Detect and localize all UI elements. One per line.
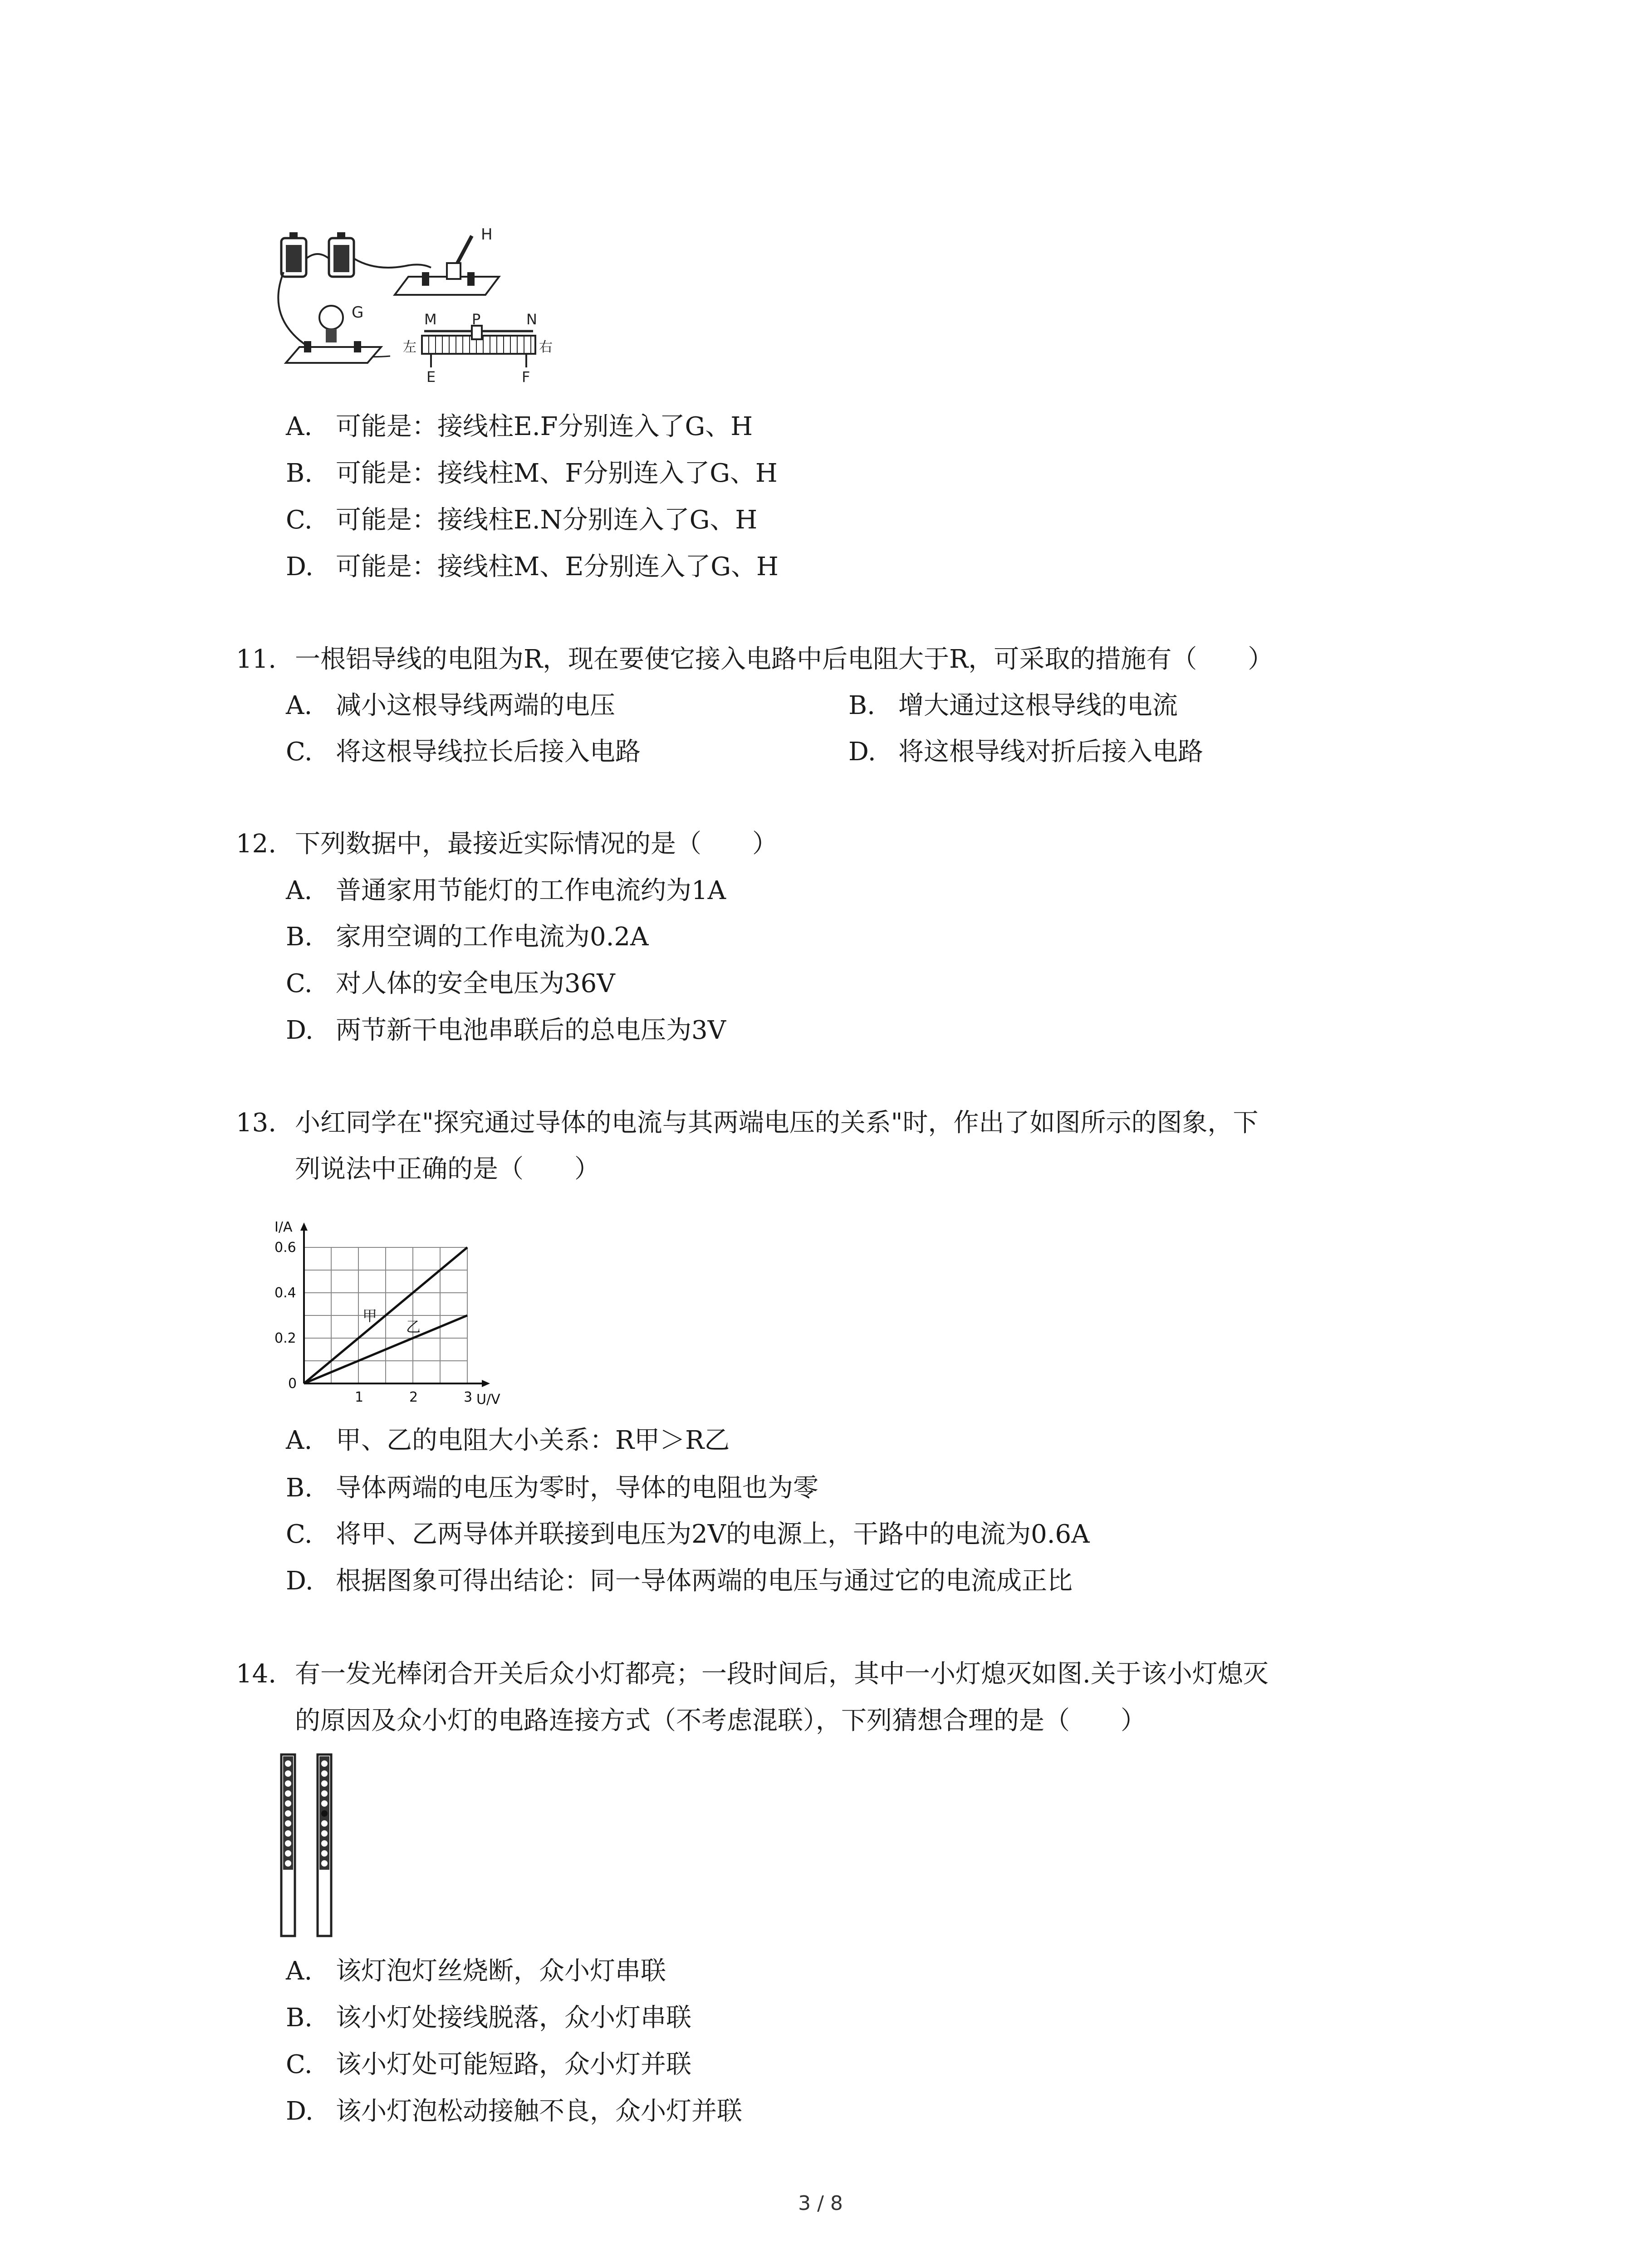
q13-iu-chart: [272, 1202, 526, 1415]
q13-option-c[interactable]: C. 将甲、乙两导体并联接到电压为2V的电源上，干路中的电流为0.6A: [286, 1520, 1090, 1549]
q13-option-d[interactable]: D. 根据图象可得出结论：同一导体两端的电压与通过它的电流成正比: [286, 1566, 1073, 1596]
q11-stem: 11. 一根铝导线的电阻为R，现在要使它接入电路中后电阻大于R，可采取的措施有（ ）: [236, 645, 1274, 674]
label-n: N: [526, 311, 537, 328]
light-stick-right: [318, 1755, 331, 1936]
q14-option-a[interactable]: A. 该灯泡灯丝烧断，众小灯串联: [286, 1956, 666, 1986]
label-m: M: [424, 311, 437, 328]
x-tick-label: 3: [464, 1389, 473, 1405]
series-label: 甲: [362, 1307, 377, 1325]
q12-option-a[interactable]: A. 普通家用节能灯的工作电流约为1A: [286, 876, 726, 905]
q12-option-d[interactable]: D. 两节新干电池串联后的总电压为3V: [286, 1016, 726, 1045]
label-left: 左: [403, 339, 416, 355]
q10-option-c[interactable]: C. 可能是：接线柱E.N分别连入了G、H: [286, 505, 758, 535]
label-f: F: [522, 368, 530, 386]
x-axis-arrow: [482, 1380, 490, 1387]
q14-option-d[interactable]: D. 该小灯泡松动接触不良，众小灯并联: [286, 2097, 742, 2126]
q14-option-c[interactable]: C. 该小灯处可能短路，众小灯并联: [286, 2050, 691, 2079]
series-label: 乙: [406, 1318, 421, 1335]
label-p: P: [472, 311, 481, 328]
y-tick-label: 0.6: [274, 1240, 296, 1256]
label-e: E: [426, 368, 436, 386]
q11-option-b[interactable]: B. 增大通过这根导线的电流: [848, 691, 1178, 720]
x-axis-label: U/V: [476, 1392, 500, 1408]
q11-option-a[interactable]: A. 减小这根导线两端的电压: [286, 691, 615, 720]
q13-stem-line2: 列说法中正确的是（ ）: [295, 1154, 600, 1184]
label-h: H: [481, 225, 493, 244]
lamp-icon: [286, 306, 381, 363]
label-right: 右: [539, 339, 553, 355]
light-stick-left: [281, 1755, 295, 1936]
q14-option-b[interactable]: B. 该小灯处接线脱落，众小灯串联: [286, 2003, 691, 2033]
q14-stem-line2: 的原因及众小灯的电路连接方式（不考虑混联），下列猜想合理的是（ ）: [295, 1706, 1146, 1735]
q10-option-a[interactable]: A. 可能是：接线柱E.F分别连入了G、H: [286, 412, 753, 441]
q12-option-c[interactable]: C. 对人体的安全电压为36V: [286, 969, 615, 998]
q11-option-c[interactable]: C. 将这根导线拉长后接入电路: [286, 737, 641, 767]
origin-label: 0: [288, 1376, 297, 1392]
q13-option-b[interactable]: B. 导体两端的电压为零时，导体的电阻也为零: [286, 1473, 818, 1503]
battery-icon: [329, 232, 354, 277]
y-axis-arrow: [300, 1222, 308, 1231]
q14-stem-line1: 14. 有一发光棒闭合开关后众小灯都亮；一段时间后，其中一小灯熄灭如图.关于该小灯熄灭: [236, 1659, 1269, 1689]
dead-bulb-icon: [321, 1810, 328, 1817]
q14-light-stick-figure: [277, 1751, 340, 1941]
label-g: G: [352, 303, 364, 322]
rheostat-icon: [422, 326, 535, 367]
x-tick-label: 2: [409, 1389, 418, 1405]
y-axis-label: I/A: [274, 1219, 293, 1235]
page-number: 3 / 8: [798, 2192, 843, 2215]
q10-circuit-figure: [272, 222, 590, 404]
q13-option-a[interactable]: A. 甲、乙的电阻大小关系：R甲＞R乙: [286, 1426, 730, 1455]
x-tick-label: 1: [355, 1389, 364, 1405]
y-tick-label: 0.4: [274, 1285, 296, 1301]
battery-icon: [281, 232, 306, 277]
q12-option-b[interactable]: B. 家用空调的工作电流为0.2A: [286, 922, 649, 952]
y-tick-label: 0.2: [274, 1330, 296, 1346]
q11-option-d[interactable]: D. 将这根导线对折后接入电路: [848, 737, 1203, 767]
q13-stem-line1: 13. 小红同学在"探究通过导体的电流与其两端电压的关系"时，作出了如图所示的图象，下: [236, 1108, 1259, 1138]
q10-option-b[interactable]: B. 可能是：接线柱M、F分别连入了G、H: [286, 459, 778, 488]
q10-option-d[interactable]: D. 可能是：接线柱M、E分别连入了G、H: [286, 552, 779, 582]
q12-stem: 12. 下列数据中，最接近实际情况的是（ ）: [236, 829, 778, 859]
